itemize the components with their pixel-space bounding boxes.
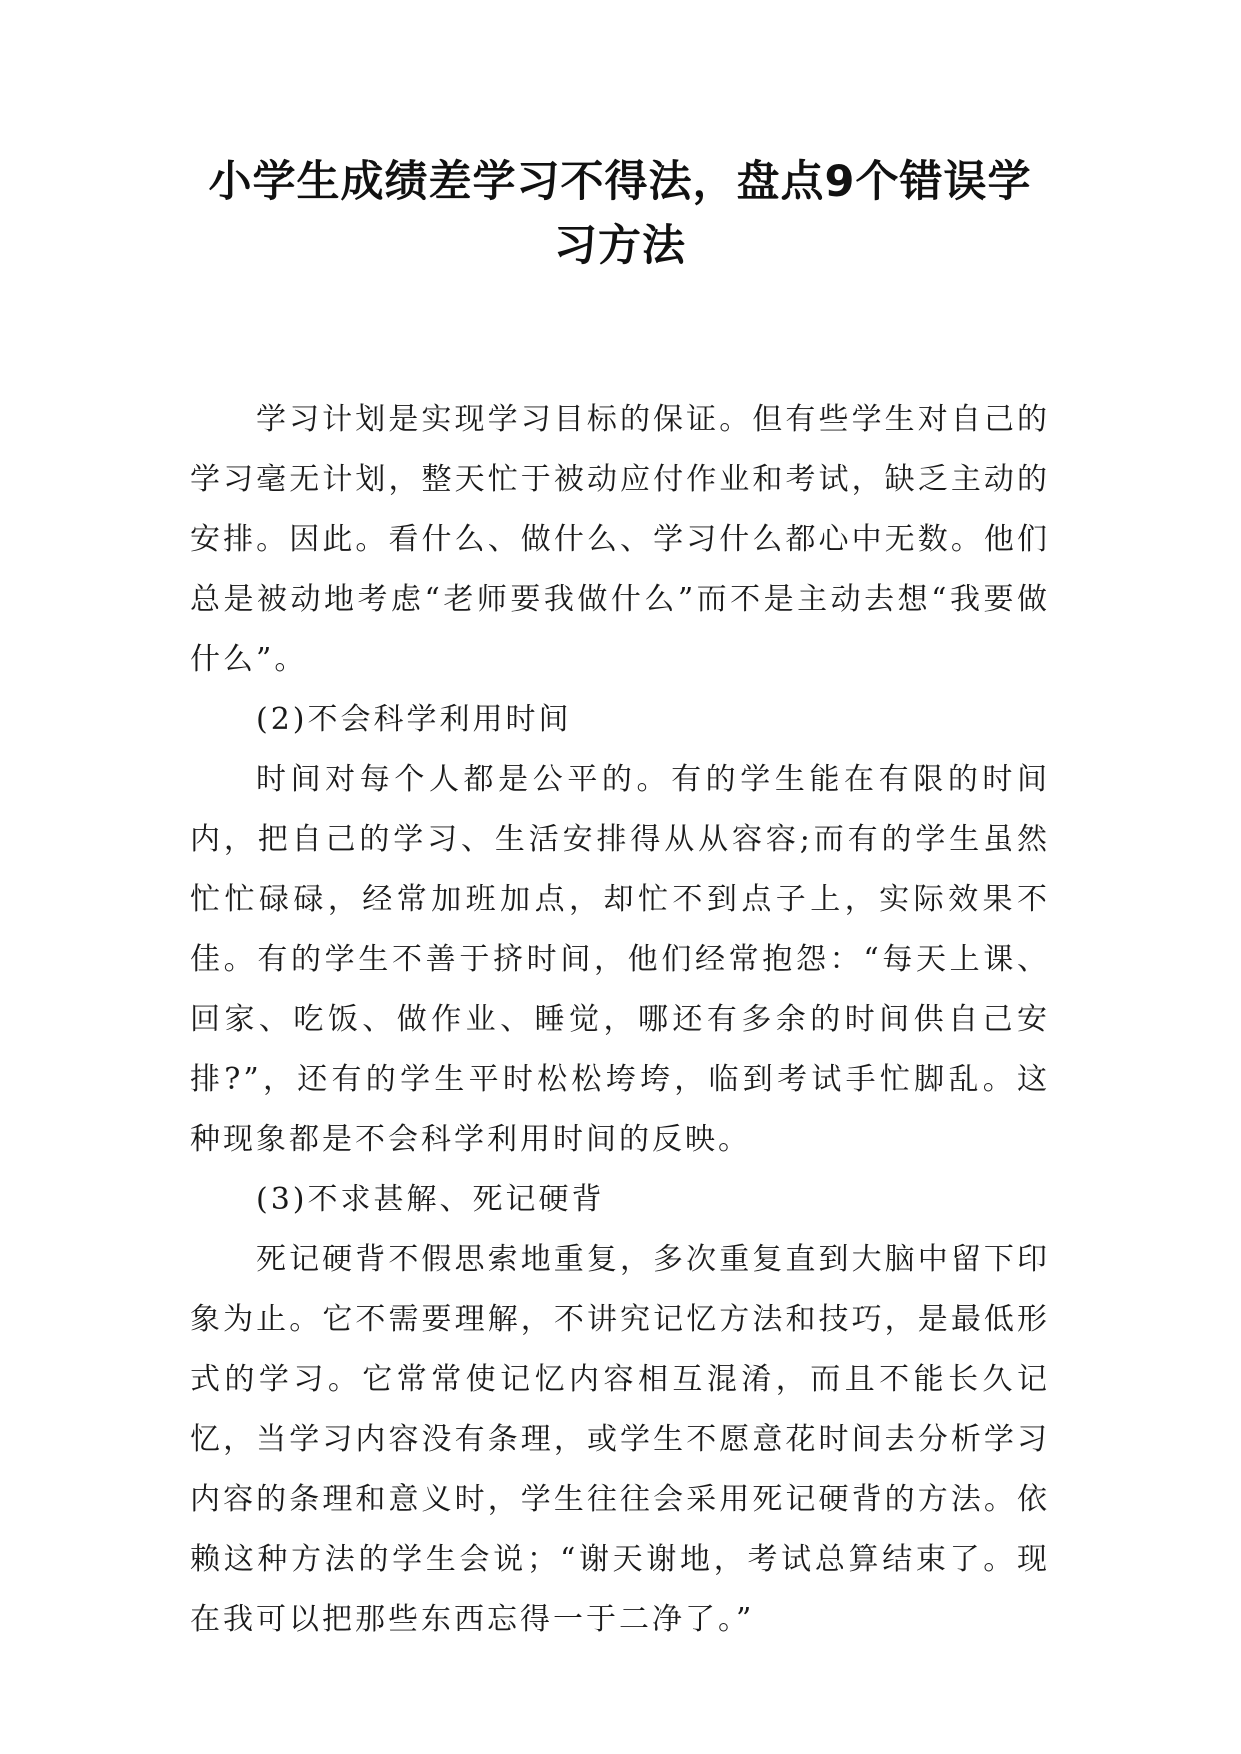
- paragraph-study-plan: 学习计划是实现学习目标的保证。但有些学生对自己的学习毫无计划，整天忙于被动应付作业和考试，缺乏主动的安排。因此。看什么、做什么、学习什么都心中无数。他们总是被动地考虑“老师要我做什么”而不是主动去想“我要做什么”。: [190, 402, 1050, 677]
- section-heading-time-management: (2)不会科学利用时间: [256, 702, 572, 737]
- paragraph-time-management: 时间对每个人都是公平的。有的学生能在有限的时间内，把自己的学习、生活安排得从从容容;而有的学生虽然忙忙碌碌，经常加班加点，却忙不到点子上，实际效果不佳。有的学生不善于挤时间，他们经常抱怨：“每天上课、回家、吃饭、做作业、睡觉，哪还有多余的时间供自己安排?”，还有的学生平时松松垮垮，临到考试手忙脚乱。这种现象都是不会科学利用时间的反映。: [190, 762, 1050, 1157]
- paragraph-rote-memorization: 死记硬背不假思索地重复，多次重复直到大脑中留下印象为止。它不需要理解，不讲究记忆方法和技巧，是最低形式的学习。它常常使记忆内容相互混淆，而且不能长久记忆，当学习内容没有条理，或学生不愿意花时间去分析学习内容的条理和意义时，学生往往会采用死记硬背的方法。依赖这种方法的学生会说；“谢天谢地，考试总算结束了。现在我可以把那些东西忘得一于二净了。”: [190, 1242, 1050, 1637]
- document-title: 小学生成绩差学习不得法，盘点9个错误学习方法: [208, 157, 1032, 271]
- document-body: [190, 390, 1050, 1650]
- document-page: [190, 150, 1050, 1650]
- section-heading-rote-memorization: (3)不求甚解、死记硬背: [256, 1182, 605, 1217]
